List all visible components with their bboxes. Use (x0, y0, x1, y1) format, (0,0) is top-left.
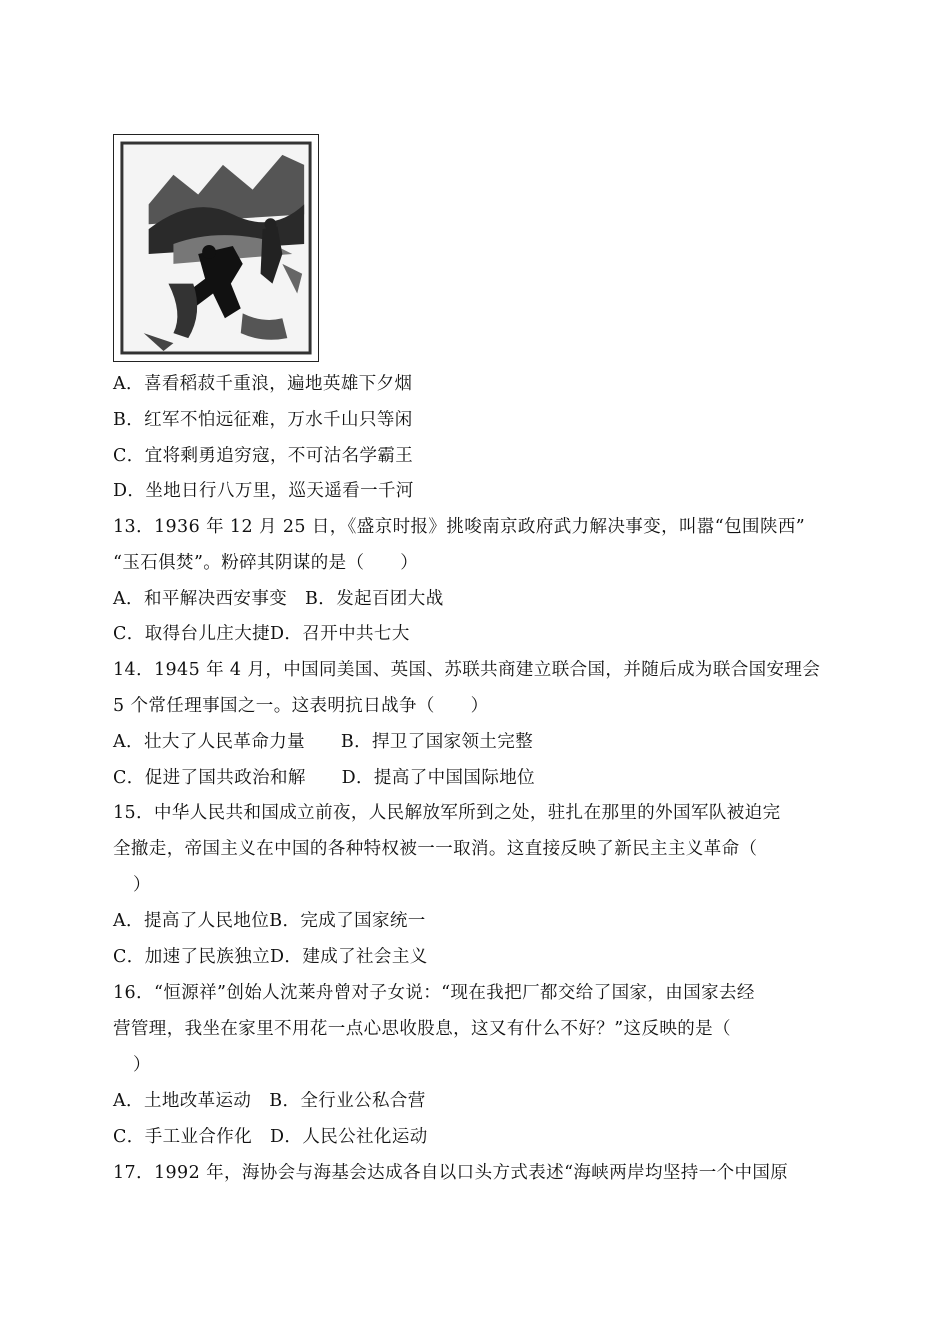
q16-options-row-2: C．手工业合作化 D．人民公社化运动 (113, 1127, 428, 1147)
q15-options-row-2: C．加速了民族独立D．建成了社会主义 (113, 947, 428, 967)
q12-option-d: D．坐地日行八万里，巡天遥看一千河 (113, 481, 414, 501)
q15-stem-line-1: 15．中华人民共和国成立前夜，人民解放军所到之处，驻扎在那里的外国军队被迫完 (113, 803, 781, 823)
q13-options-row-1: A．和平解决西安事变 B．发起百团大战 (113, 589, 444, 609)
q16-stem-line-3: ） (133, 1055, 151, 1075)
q13-stem-line-2: “玉石俱焚”。粉碎其阴谋的是（ ） (113, 553, 419, 573)
woodcut-illustration (114, 135, 318, 361)
q13-options-row-2: C．取得台儿庄大捷D．召开中共七大 (113, 624, 410, 644)
q16-stem-line-2: 营管理，我坐在家里不用花一点心思收股息，这又有什么不好？”这反映的是（ (113, 1019, 731, 1039)
woodcut-print-figure (113, 134, 319, 362)
q12-option-c: C．宜将剩勇追穷寇，不可沽名学霸王 (113, 446, 414, 466)
q14-options-row-2: C．促进了国共政治和解 D．提高了中国国际地位 (113, 768, 536, 788)
q15-stem-line-2: 全撤走，帝国主义在中国的各种特权被一一取消。这直接反映了新民主主义革命（ (113, 839, 758, 859)
q16-stem-line-1: 16．“恒源祥”创始人沈莱舟曾对子女说：“现在我把厂都交给了国家，由国家去经 (113, 983, 755, 1003)
q14-stem-line-2: 5 个常任理事国之一。这表明抗日战争（ ） (113, 696, 489, 716)
q17-stem-line-1: 17．1992 年，海协会与海基会达成各自以口头方式表述“海峡两岸均坚持一个中国原 (113, 1163, 789, 1183)
q12-option-b: B．红军不怕远征难，万水千山只等闲 (113, 410, 413, 430)
q13-stem-line-1: 13．1936 年 12 月 25 日，《盛京时报》挑唆南京政府武力解决事变，叫嚣“包围陕西” (113, 517, 806, 537)
q16-options-row-1: A．土地改革运动 B．全行业公私合营 (113, 1091, 426, 1111)
q14-options-row-1: A．壮大了人民革命力量 B．捍卫了国家领土完整 (113, 732, 534, 752)
q14-stem-line-1: 14．1945 年 4 月，中国同美国、英国、苏联共商建立联合国，并随后成为联合国安理会 (113, 660, 821, 680)
q12-option-a: A．喜看稻菽千重浪，遍地英雄下夕烟 (113, 374, 413, 394)
q15-stem-line-3: ） (133, 875, 151, 895)
q15-options-row-1: A．提高了人民地位B．完成了国家统一 (113, 911, 426, 931)
